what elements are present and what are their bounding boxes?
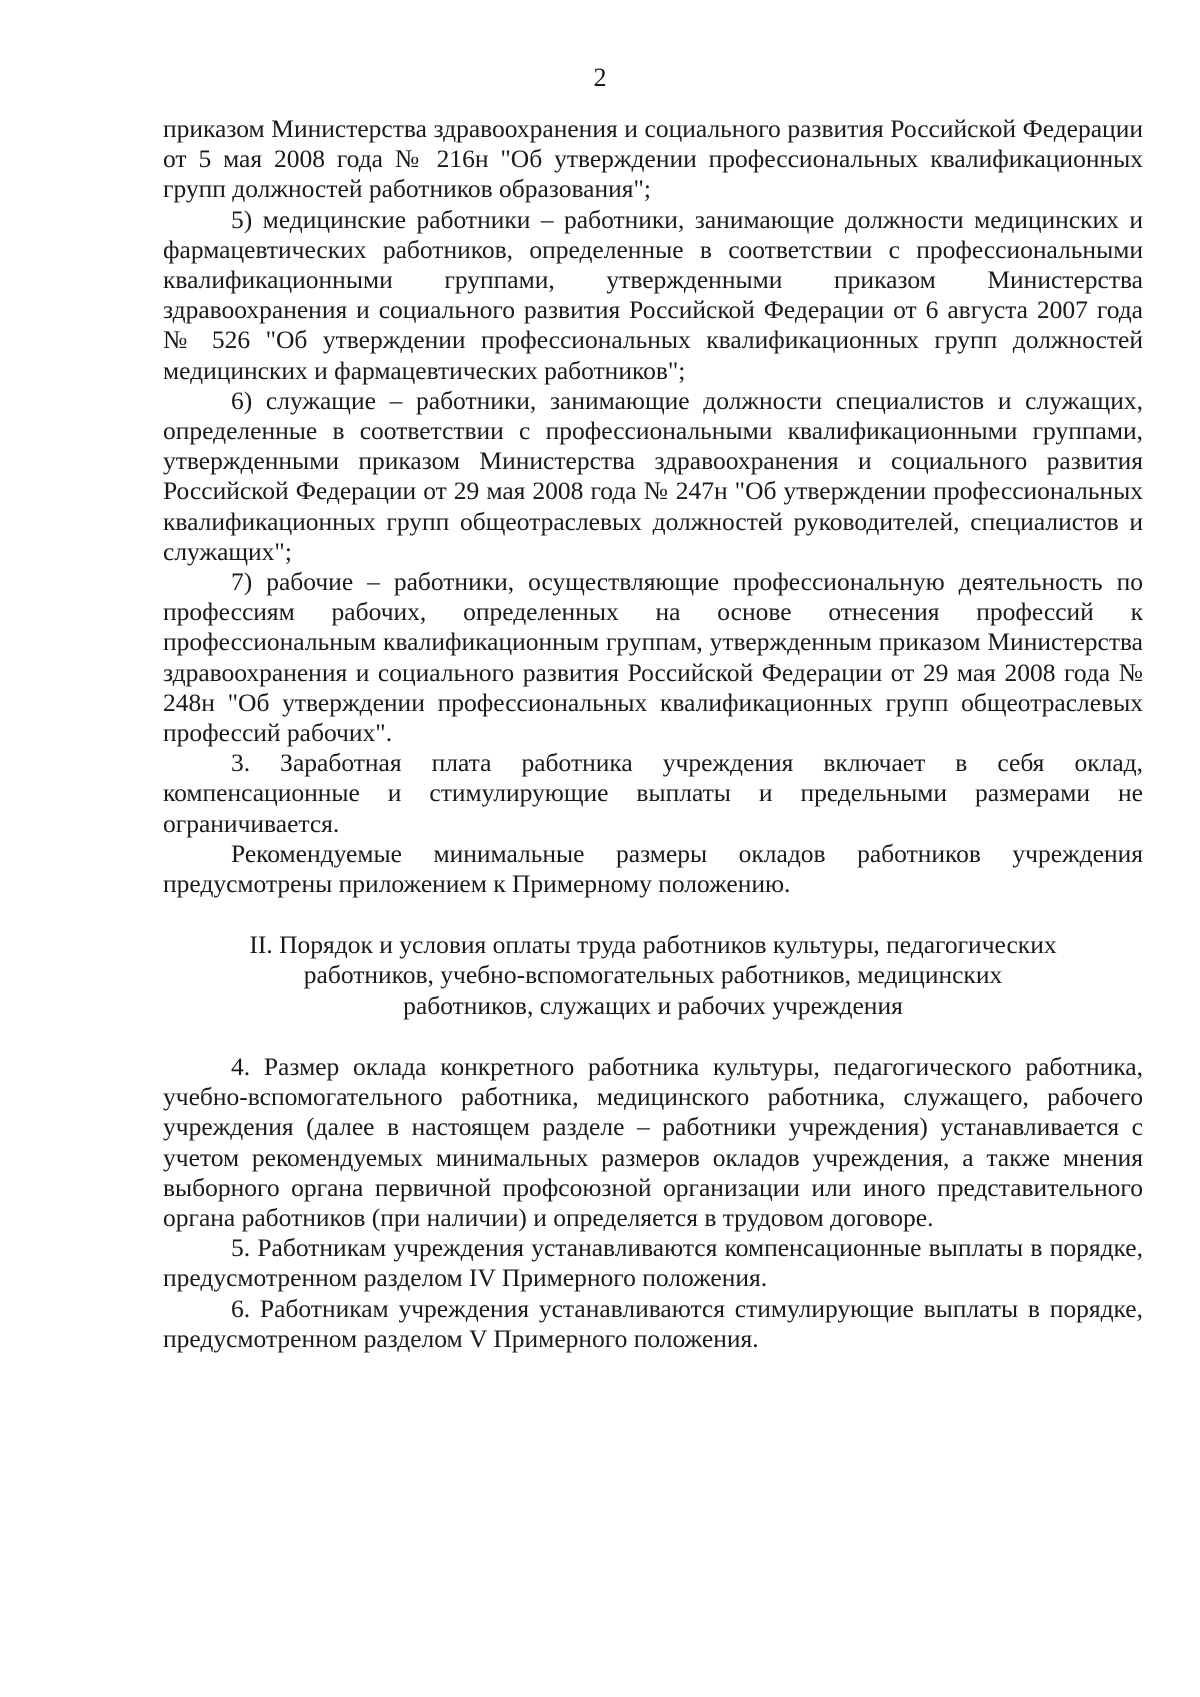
section-heading-line-2: работников, учебно-вспомогательных работников, медицинских — [303, 960, 1003, 990]
section-heading-line-1: II. Порядок и условия оплаты труда работников культуры, педагогических — [249, 930, 1057, 960]
paragraph-item-6-employees: 6) служащие – работники, занимающие должности специалистов и служащих, определенные в соответствии с профессиональными квалификационными группами, утвержденными приказом Министерства здравоохранения и социального развития Российской Федерации от 29 мая 2008 года № 247н "Об утверждении профессиональных квалификационных групп общеотраслевых должностей руководителей, специалистов и служащих"; — [163, 385, 1143, 566]
paragraph-item-7-workers: 7) рабочие – работники, осуществляющие профессиональную деятельность по профессиям рабочих, определенных на основе отнесения профессий к профессиональным квалификационным группам, утвержденным приказом Министерства здравоохранения и социального развития Российской Федерации от 29 мая 2008 года № 248н "Об утверждении профессиональных квалификационных групп общеотраслевых профессий рабочих". — [163, 567, 1143, 748]
spacer — [163, 899, 1143, 930]
paragraph-item-4-salary-size: 4. Размер оклада конкретного работника культуры, педагогического работника, учебно-вспомогательного работника, медицинского работника, служащего, рабочего учреждения (далее в настоящем разделе – работники учреждения) устанавливается с учетом рекомендуемых минимальных размеров окладов учреждения, а также мнения выборного органа первичной профсоюзной организации или иного представительного органа работников (при наличии) и определяется в трудовом договоре. — [163, 1051, 1143, 1232]
section-heading-line-3: работников, служащих и рабочих учреждения — [403, 990, 903, 1020]
paragraph-intro-continuation: приказом Министерства здравоохранения и социального развития Российской Федерации от 5 мая 2008 года № 216н "Об утверждении профессиональных квалификационных групп должностей работников образования"; — [163, 114, 1143, 204]
spacer — [163, 1021, 1143, 1052]
paragraph-item-6-incentive: 6. Работникам учреждения устанавливаются стимулирующие выплаты в порядке, предусмотренном разделом V Примерного положения. — [163, 1293, 1143, 1353]
section-heading — [163, 930, 1143, 1021]
paragraph-recommended-minimums: Рекомендуемые минимальные размеры окладов работников учреждения предусмотрены приложением к Примерному положению. — [163, 838, 1143, 899]
paragraph-item-3-salary: 3. Заработная плата работника учреждения включает в себя оклад, компенсационные и стимулирующие выплаты и предельными размерами не ограничивается. — [163, 748, 1143, 838]
document-body — [163, 114, 1143, 1354]
page-number: 2 — [593, 63, 607, 92]
paragraph-item-5-medical-workers: 5) медицинские работники – работники, занимающие должности медицинских и фармацевтических работников, определенные в соответствии с профессиональными квалификационными группами, утвержденными приказом Министерства здравоохранения и социального развития Российской Федерации от 6 августа 2007 года № 526 "Об утверждении профессиональных квалификационных групп должностей медицинских и фармацевтических работников"; — [163, 204, 1143, 385]
paragraph-item-5-compensation: 5. Работникам учреждения устанавливаются компенсационные выплаты в порядке, предусмотренном разделом IV Примерного положения. — [163, 1233, 1143, 1293]
